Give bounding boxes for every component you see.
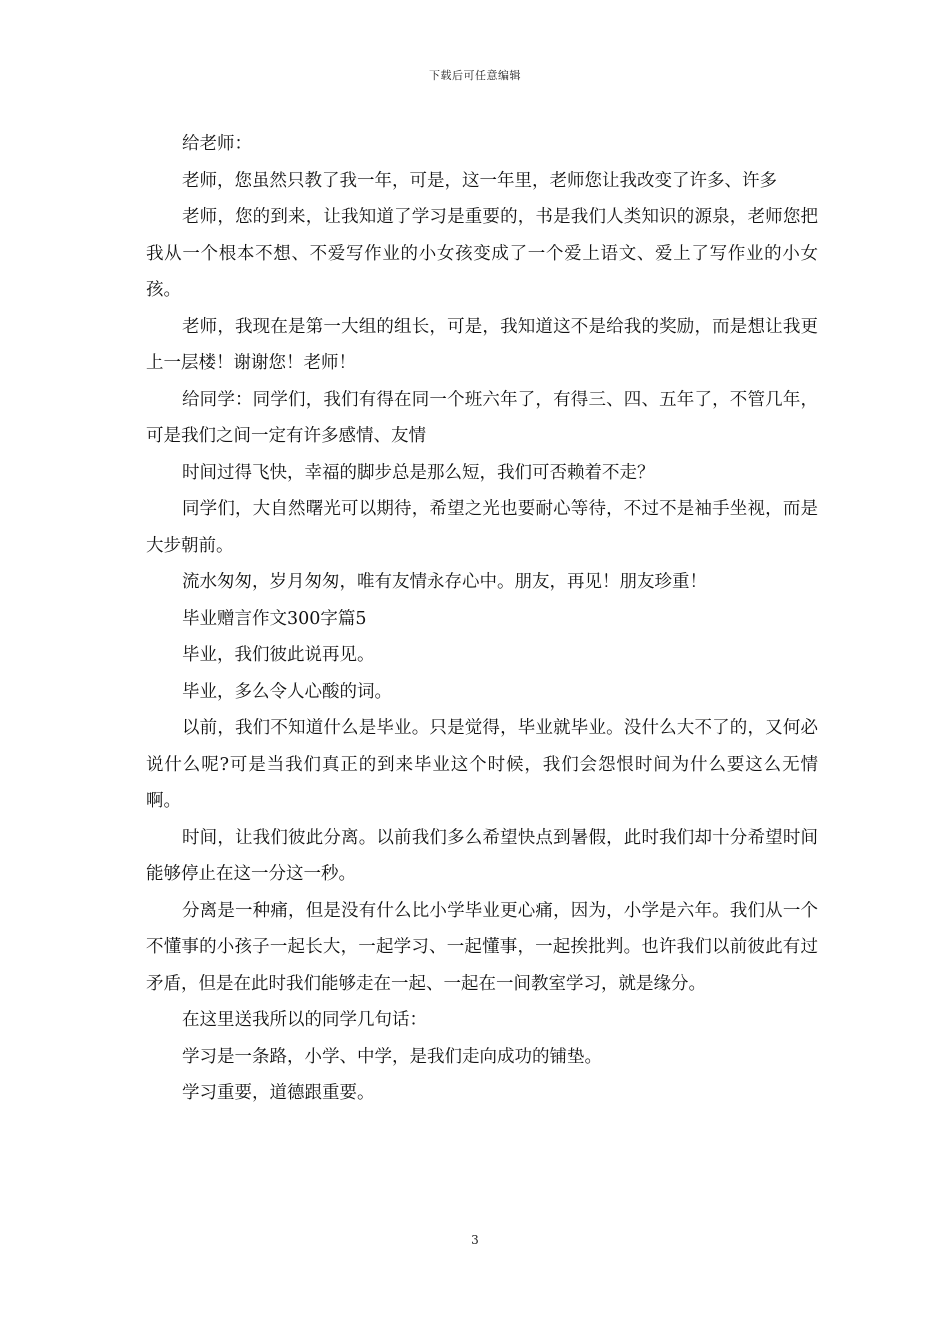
paragraph: 分离是一种痛，但是没有什么比小学毕业更心痛，因为，小学是六年。我们从一个不懂事的小孩子一起长大，一起学习、一起懂事，一起挨批判。也许我们以前彼此有过矛盾，但是在此时我们能够走在一起、一起在一间教室学习，就是缘分。 — [146, 900, 818, 994]
section-title: 毕业赠言作文300字篇5 — [182, 608, 367, 629]
paragraph: 毕业，我们彼此说再见。 — [182, 645, 375, 665]
paragraph: 流水匆匆，岁月匆匆，唯有友情永存心中。朋友，再见！朋友珍重！ — [182, 572, 707, 592]
paragraph: 老师，您虽然只教了我一年，可是，这一年里，老师您让我改变了许多、许多 — [182, 170, 777, 191]
paragraph: 同学们，大自然曙光可以期待，希望之光也要耐心等待，不过不是袖手坐视，而是大步朝前。 — [146, 499, 818, 556]
paragraph-to-teacher-heading: 给老师： — [182, 134, 252, 154]
paragraph: 学习重要，道德跟重要。 — [182, 1083, 375, 1103]
page-header: 下载后可任意编辑 — [429, 69, 521, 82]
paragraph: 给同学：同学们，我们有得在同一个班六年了，有得三、四、五年了，不管几年，可是我们之间一定有许多感情、友情 — [146, 389, 818, 446]
paragraph: 时间过得飞快，幸福的脚步总是那么短，我们可否赖着不走？ — [182, 462, 655, 483]
paragraph: 时间，让我们彼此分离。以前我们多么希望快点到暑假，此时我们却十分希望时间能够停止在这一分这一秒。 — [146, 827, 818, 884]
paragraph: 在这里送我所以的同学几句话： — [182, 1010, 427, 1030]
paragraph: 老师，我现在是第一大组的组长，可是，我知道这不是给我的奖励，而是想让我更上一层楼！谢谢您！老师！ — [146, 316, 818, 373]
paragraph: 老师，您的到来，让我知道了学习是重要的，书是我们人类知识的源泉，老师您把我从一个根本不想、不爱写作业的小女孩变成了一个爱上语文、爱上了写作业的小女孩。 — [146, 207, 818, 300]
paragraph: 毕业，多么令人心酸的词。 — [182, 681, 392, 702]
paragraph: 以前，我们不知道什么是毕业。只是觉得，毕业就毕业。没什么大不了的，又何必说什么呢?可是当我们真正的到来毕业这个时候，我们会怨恨时间为什么要这么无情啊。 — [146, 718, 818, 811]
paragraph: 学习是一条路，小学、中学，是我们走向成功的铺垫。 — [182, 1046, 602, 1067]
document-body — [146, 126, 818, 1112]
page-number: 3 — [471, 1233, 479, 1247]
